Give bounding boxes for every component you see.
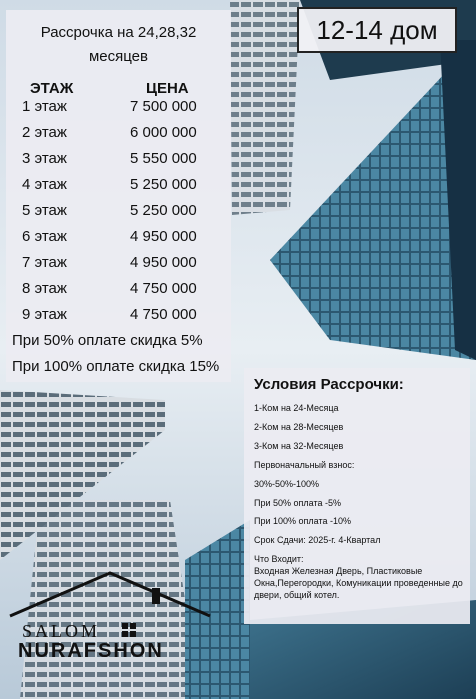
price-row — [6, 254, 231, 280]
price-row — [6, 202, 231, 228]
price-value: 4 750 000 — [130, 280, 197, 297]
price-value: 4 950 000 — [130, 228, 197, 245]
terms-line: При 50% оплата -5% — [254, 498, 341, 508]
installment-title: Рассрочка на 24,28,32 — [40, 24, 197, 41]
terms-line: Что Входит: — [254, 554, 304, 564]
included-items: Входная Железная Дверь, Пластиковые Окна,Перегородки, Комуникации проведенные до двери, общий котел. — [254, 566, 463, 600]
building-badge: 12-14 дом — [297, 7, 457, 53]
discount-100-note: При 100% оплате скидка 15% — [12, 358, 220, 375]
floor-column-header: ЭТАЖ — [30, 80, 74, 97]
terms-title: Условия Рассрочки: — [254, 376, 404, 393]
installment-subtitle: месяцев — [88, 48, 148, 65]
discount-50-note: При 50% оплате скидка 5% — [12, 332, 203, 349]
floor-label: 6 этаж — [22, 228, 67, 245]
floor-label: 4 этаж — [22, 176, 67, 193]
terms-line: При 100% оплата -10% — [254, 516, 351, 526]
price-row — [6, 228, 231, 254]
price-row — [6, 280, 231, 306]
price-value: 4 950 000 — [130, 254, 197, 271]
price-value: 5 250 000 — [130, 202, 197, 219]
salom-nurafshon-logo — [0, 568, 215, 668]
price-row — [6, 306, 231, 332]
floor-label: 2 этаж — [22, 124, 67, 141]
price-value: 7 500 000 — [130, 98, 197, 115]
floor-label: 3 этаж — [22, 150, 67, 167]
price-column-header: ЦЕНА — [146, 80, 189, 97]
logo-text-bottom: NURAFSHON — [18, 640, 164, 662]
floor-label: 9 этаж — [22, 306, 67, 323]
price-value: 5 550 000 — [130, 150, 197, 167]
installment-terms-panel — [244, 368, 470, 624]
floor-label: 7 этаж — [22, 254, 67, 271]
price-row — [6, 124, 231, 150]
floor-label: 8 этаж — [22, 280, 67, 297]
floor-label: 5 этаж — [22, 202, 67, 219]
price-row — [6, 98, 231, 124]
terms-line: 30%-50%-100% — [254, 479, 320, 489]
window-grid-icon — [122, 623, 136, 637]
terms-line: 1-Ком на 24-Месяца — [254, 403, 339, 413]
price-row — [6, 176, 231, 202]
terms-line: 3-Ком на 32-Месяцев — [254, 441, 344, 451]
price-value: 5 250 000 — [130, 176, 197, 193]
terms-line: 2-Ком на 28-Месяцев — [254, 422, 344, 432]
price-row — [6, 150, 231, 176]
house-roof-icon — [0, 568, 215, 628]
price-panel — [6, 10, 231, 382]
price-value: 6 000 000 — [130, 124, 197, 141]
price-value: 4 750 000 — [130, 306, 197, 323]
floor-label: 1 этаж — [22, 98, 67, 115]
logo-text-top: SALOM — [22, 621, 101, 641]
terms-line: Срок Сдачи: 2025-г. 4-Квартал — [254, 535, 381, 545]
terms-line: Первоначальный взнос: — [254, 460, 355, 470]
